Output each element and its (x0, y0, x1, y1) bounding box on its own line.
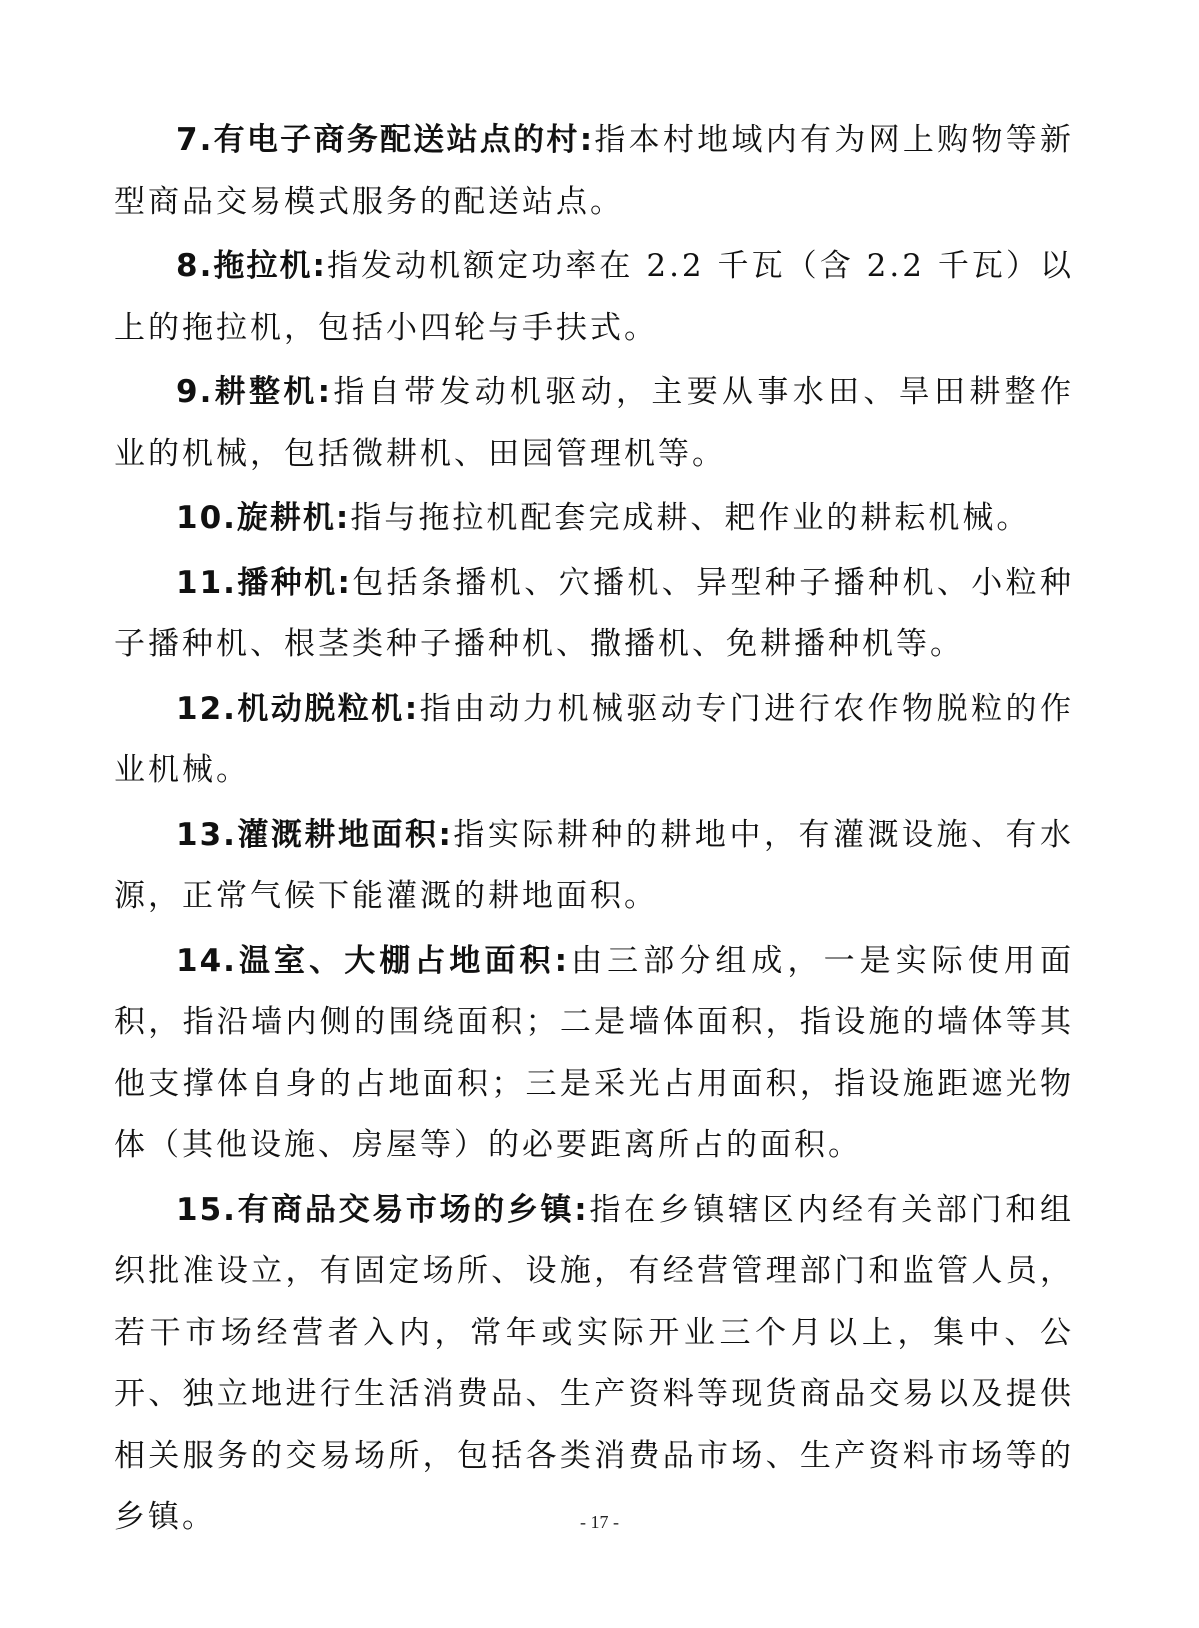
definition-text: 指由动力机械驱动专门进行农作物脱粒的作业机械。 (114, 690, 1075, 788)
definition-9 (114, 362, 1074, 485)
definition-term: 13.灌溉耕地面积: (176, 816, 453, 853)
definition-term: 10.旋耕机: (176, 500, 351, 536)
definition-term: 15.有商品交易市场的乡镇: (176, 1191, 589, 1228)
definition-term: 7.有电子商务配送站点的村: (176, 122, 595, 158)
definition-13 (114, 805, 1074, 928)
definition-term: 12.机动脱粒机: (176, 690, 420, 727)
page-number: - 17 - (580, 1512, 619, 1532)
definition-7 (114, 110, 1074, 233)
definition-text: 指在乡镇辖区内经有关部门和组织批准设立，有固定场所、设施，有经营管理部门和监管人员，若干市场经营者入内，常年或实际开业三个月以上，集中、公开、独立地进行生活消费品、生产资料等现货商品交易以及提供相关服务的交易场所，包括各类消费品市场、生产资料市场等的乡镇。 (114, 1191, 1074, 1535)
definition-text: 指实际耕种的耕地中，有灌溉设施、有水源，正常气候下能灌溉的耕地面积。 (114, 816, 1075, 914)
definition-text: 指本村地域内有为网上购物等新型商品交易模式服务的配送站点。 (114, 122, 1074, 220)
document-body (114, 110, 1074, 1552)
definition-14 (114, 931, 1074, 1177)
definition-12 (114, 679, 1074, 802)
definition-term: 14.温室、大棚占地面积: (176, 942, 570, 979)
definition-text: 由三部分组成，一是实际使用面积，指沿墙内侧的围绕面积；二是墙体面积，指设施的墙体等其他支撑体自身的占地面积；三是采光占用面积，指设施距遮光物体（其他设施、房屋等）的必要距离所占的面积。 (114, 942, 1074, 1163)
definition-text: 指发动机额定功率在 2.2 千瓦（含 2.2 千瓦）以上的拖拉机，包括小四轮与手扶式。 (114, 248, 1075, 346)
definition-10 (114, 488, 1074, 550)
definition-15 (114, 1180, 1074, 1549)
definition-term: 8.拖拉机: (176, 248, 327, 284)
definition-term: 9.耕整机: (176, 374, 333, 410)
definition-text: 指自带发动机驱动，主要从事水田、旱田耕整作业的机械，包括微耕机、田园管理机等。 (114, 374, 1075, 472)
definition-text: 包括条播机、穴播机、异型种子播种机、小粒种子播种机、根茎类种子播种机、撒播机、免耕播种机等。 (114, 564, 1074, 662)
definition-term: 11.播种机: (176, 564, 352, 601)
definition-8 (114, 236, 1074, 359)
definition-11 (114, 553, 1074, 676)
definition-text: 指与拖拉机配套完成耕、耙作业的耕耘机械。 (350, 500, 1031, 536)
